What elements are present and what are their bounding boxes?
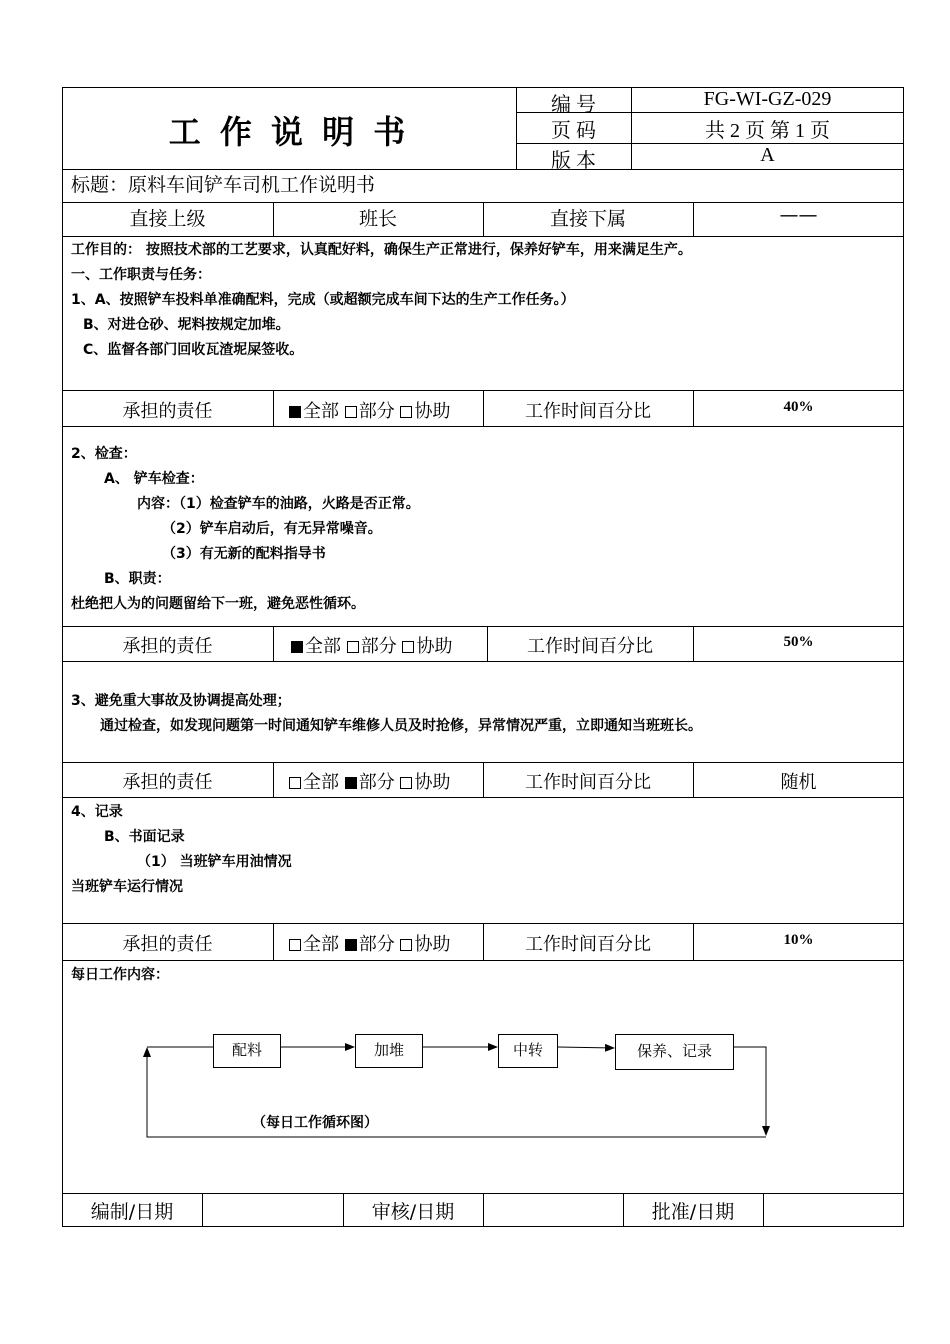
time-label-4: 工作时间百分比 <box>525 934 651 955</box>
page-value: 共 2 页 第 1 页 <box>705 120 830 142</box>
time-label-3: 工作时间百分比 <box>525 772 651 793</box>
section1-line3: 1、A、按照铲车投料单准确配料，完成（或超额完成车间下达的生产工作任务。） <box>71 292 575 308</box>
version-label: 版 本 <box>551 150 596 172</box>
flow-step-batching: 配料 <box>213 1034 281 1068</box>
option-assist-label: 协助 <box>416 636 453 657</box>
responsibility-label-1: 承担的责任 <box>122 401 213 422</box>
checkbox-part-2[interactable] <box>347 641 359 653</box>
section3-line1: 3、避免重大事故及协调提高处理； <box>71 693 291 709</box>
option-assist-label: 协助 <box>414 934 451 955</box>
code-label: 编 号 <box>551 94 596 116</box>
flow-step-transfer: 中转 <box>498 1034 558 1068</box>
option-all-label: 全部 <box>303 772 339 793</box>
prepared-date-field[interactable] <box>203 1194 342 1226</box>
section2-line4: （2）铲车启动后，有无异常噪音。 <box>162 521 382 537</box>
time-label-1: 工作时间百分比 <box>525 401 651 422</box>
subordinate-label: 直接下属 <box>549 208 626 230</box>
section2-line3: 内容：（1）检查铲车的油路，火路是否正常。 <box>137 496 420 512</box>
responsibility-options-2 <box>291 632 452 658</box>
responsibility-options-1 <box>289 397 450 423</box>
title-line: 标题：原料车间铲车司机工作说明书 <box>71 174 376 196</box>
flow-arrow-return-down <box>734 1047 766 1135</box>
checkbox-part-1[interactable] <box>345 406 357 418</box>
checkbox-assist-1[interactable] <box>400 406 412 418</box>
section1-line2: 一、工作职责与任务： <box>71 267 211 283</box>
section1-line4: B、对进仓砂、坭料按规定加堆。 <box>83 317 290 333</box>
section1-line1: 工作目的： 按照技术部的工艺要求，认真配好料，确保生产正常进行，保养好铲车，用来满足生产。 <box>71 242 692 258</box>
time-value-1: 40% <box>783 399 814 415</box>
page-label: 页 码 <box>551 120 596 142</box>
option-all-label: 全部 <box>303 934 339 955</box>
checkbox-all-2[interactable] <box>291 641 303 653</box>
section2-line2: A、 铲车检查： <box>104 471 204 487</box>
option-part-label: 部分 <box>360 636 397 657</box>
checkbox-part-3[interactable] <box>345 777 357 789</box>
superior-label: 直接上级 <box>129 208 206 230</box>
document-title: 工 作 说 明 书 <box>168 113 410 151</box>
option-part-label: 部分 <box>358 934 395 955</box>
cycle-caption: （每日工作循环图） <box>252 1115 378 1131</box>
checkbox-assist-2[interactable] <box>402 641 414 653</box>
checkbox-all-4[interactable] <box>289 939 301 951</box>
section4-line4: 当班铲车运行情况 <box>71 879 183 895</box>
flow-arrow-3 <box>558 1047 614 1048</box>
option-part-label: 部分 <box>358 401 395 422</box>
option-all-label: 全部 <box>305 636 341 657</box>
section4-line1: 4、记录 <box>71 804 123 820</box>
approved-date-field[interactable] <box>764 1194 903 1226</box>
option-part-label: 部分 <box>358 772 395 793</box>
version-value: A <box>760 144 775 166</box>
section2-line7: 杜绝把人为的问题留给下一班，避免恶性循环。 <box>71 596 365 612</box>
checkbox-assist-4[interactable] <box>400 939 412 951</box>
checkbox-assist-3[interactable] <box>400 777 412 789</box>
work-instruction-document <box>62 87 904 1227</box>
daily-cycle-diagram <box>62 960 904 1194</box>
reviewed-date-label: 审核/日期 <box>371 1201 455 1223</box>
section3-line2: 通过检查，如发现问题第一时间通知铲车维修人员及时抢修，异常情况严重，立即通知当班班长。 <box>100 718 702 734</box>
responsibility-label-4: 承担的责任 <box>122 934 213 955</box>
option-assist-label: 协助 <box>414 401 451 422</box>
code-value: FG-WI-GZ-029 <box>703 88 832 110</box>
responsibility-label-2: 承担的责任 <box>122 636 213 657</box>
subordinate-value: —— <box>779 204 818 226</box>
flow-step-maintenance-record: 保养、记录 <box>615 1034 734 1070</box>
time-value-2: 50% <box>783 634 814 650</box>
section2-line6: B、职责： <box>104 571 171 587</box>
daily-work-label: 每日工作内容： <box>71 967 169 983</box>
prepared-date-label: 编制/日期 <box>90 1201 174 1223</box>
option-assist-label: 协助 <box>414 772 451 793</box>
responsibility-label-3: 承担的责任 <box>122 772 213 793</box>
reviewed-date-field[interactable] <box>484 1194 622 1226</box>
section2-line5: （3）有无新的配料指导书 <box>162 546 326 562</box>
flow-step-stacking: 加堆 <box>355 1034 423 1068</box>
section1-line5: C、监督各部门回收瓦渣坭屎签收。 <box>83 342 304 358</box>
checkbox-part-4[interactable] <box>345 939 357 951</box>
approved-date-label: 批准/日期 <box>651 1201 735 1223</box>
option-all-label: 全部 <box>303 401 339 422</box>
time-value-4: 10% <box>783 932 814 948</box>
section4-line3: （1） 当班铲车用油情况 <box>137 854 292 870</box>
responsibility-options-3 <box>289 768 450 794</box>
section4-line2: B、书面记录 <box>104 829 185 845</box>
checkbox-all-3[interactable] <box>289 777 301 789</box>
time-label-2: 工作时间百分比 <box>527 636 653 657</box>
checkbox-all-1[interactable] <box>289 406 301 418</box>
section2-line1: 2、检查： <box>71 446 137 462</box>
responsibility-options-4 <box>289 930 450 956</box>
superior-value: 班长 <box>358 208 397 230</box>
time-value-3: 随机 <box>780 772 817 793</box>
